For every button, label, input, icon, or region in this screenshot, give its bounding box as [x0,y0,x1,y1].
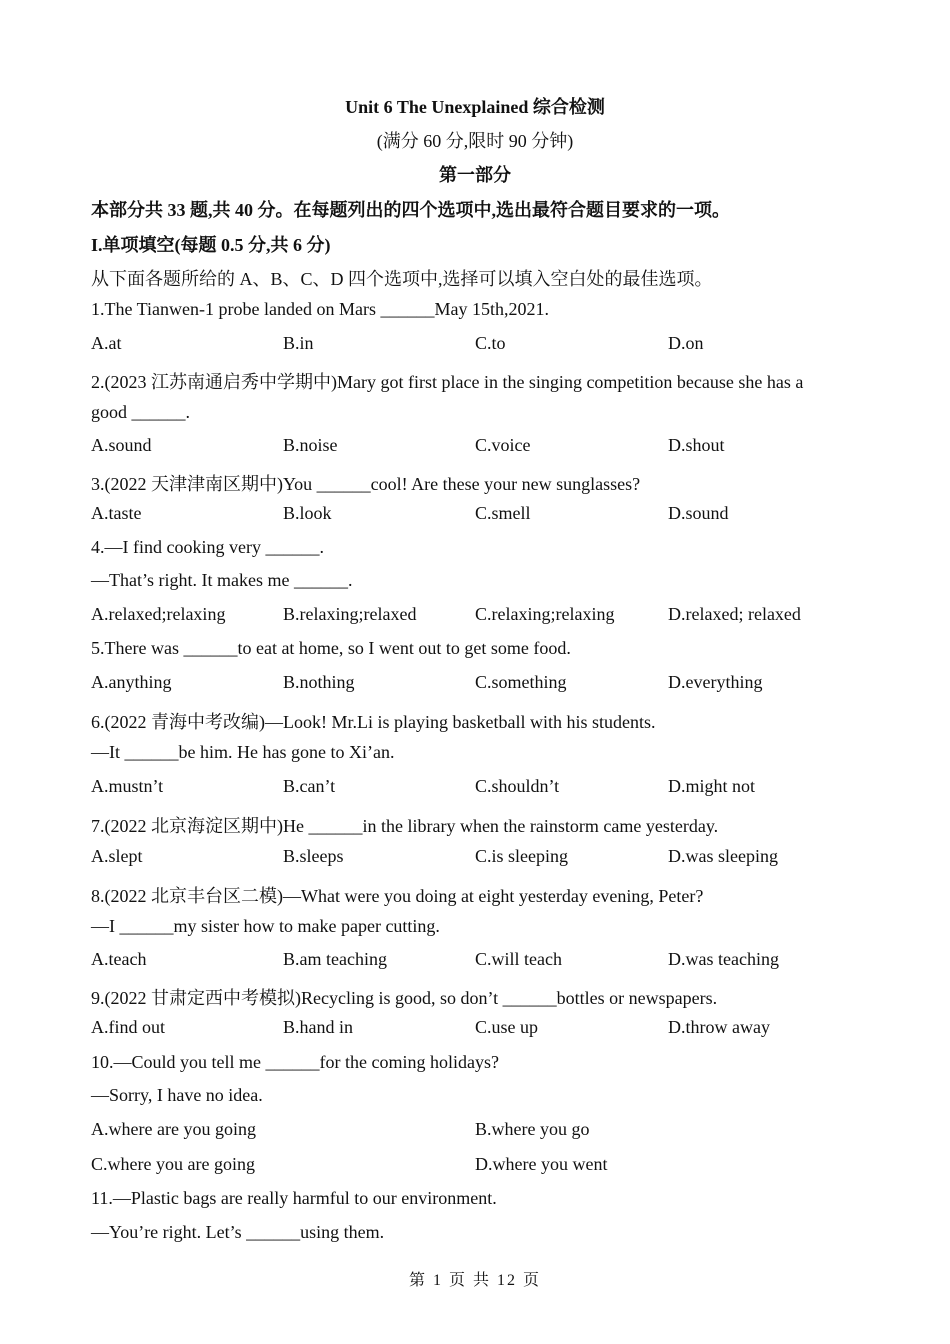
option-b: B.noise [283,435,338,455]
option-b: B.hand in [283,1017,353,1037]
option-a: A.at [91,333,122,353]
question-5-stem: 5.There was ______to eat at home, so I went out to get some food. [91,638,571,658]
question-3-stem: 3.(2022 天津津南区期中)You ______cool! Are these your new sunglasses? [91,474,641,494]
option-b: B.can’t [283,776,336,796]
question-6-stem-cont: —It ______be him. He has gone to Xi’an. [91,742,395,762]
page-number-footer: 第 1 页 共 12 页 [408,1272,541,1289]
option-d: D.throw away [668,1017,770,1037]
option-c: C.is sleeping [475,846,568,866]
option-d: D.was teaching [668,949,779,969]
option-b: B.relaxing;relaxed [283,604,417,624]
question-4-stem: 4.—I find cooking very ______. [91,537,324,557]
question-1-options [91,333,861,357]
option-a: A.sound [91,435,152,455]
question-4-stem-cont: —That’s right. It makes me ______. [91,570,353,590]
section-direction: 从下面各题所给的 A、B、C、D 四个选项中,选择可以填入空白处的最佳选项。 [91,269,713,289]
option-d: D.where you went [475,1154,608,1174]
question-10-stem-cont: —Sorry, I have no idea. [91,1085,263,1105]
question-8-stem-cont: —I ______my sister how to make paper cutting. [91,916,440,936]
option-d: D.on [668,333,704,353]
option-c: C.smell [475,503,531,523]
option-b: B.where you go [475,1119,590,1139]
option-c: C.voice [475,435,531,455]
option-a: A.mustn’t [91,776,164,796]
exam-title: Unit 6 The Unexplained 综合检测 [345,97,605,117]
option-c: C.will teach [475,949,562,969]
question-2-stem: 2.(2023 江苏南通启秀中学期中)Mary got first place in the singing competition because she has a [91,372,804,392]
question-9-options [91,1017,861,1041]
section-heading: I.单项填空(每题 0.5 分,共 6 分) [91,235,331,255]
question-7-options [91,846,861,870]
option-a: A.relaxed;relaxing [91,604,226,624]
question-6-stem: 6.(2022 青海中考改编)—Look! Mr.Li is playing basketball with his students. [91,712,656,732]
question-1-stem: 1.The Tianwen-1 probe landed on Mars ______May 15th,2021. [91,299,549,319]
question-9-stem: 9.(2022 甘肃定西中考模拟)Recycling is good, so don’t ______bottles or newspapers. [91,988,718,1008]
question-2-stem-cont: good ______. [91,402,190,422]
option-c: C.shouldn’t [475,776,560,796]
option-b: B.am teaching [283,949,387,969]
question-11-stem-cont: —You’re right. Let’s ______using them. [91,1222,385,1242]
exam-subtitle: (满分 60 分,限时 90 分钟) [376,131,574,151]
question-5-options [91,672,861,696]
question-10-options-row-1 [91,1119,861,1143]
option-a: A.taste [91,503,142,523]
option-c: C.to [475,333,506,353]
part-instructions: 本部分共 33 题,共 40 分。在每题列出的四个选项中,选出最符合题目要求的一项。 [91,200,730,220]
question-6-options [91,776,861,800]
question-8-options [91,949,861,973]
question-10-options-row-2 [91,1154,861,1178]
question-3-options [91,503,861,527]
option-b: B.look [283,503,332,523]
option-d: D.was sleeping [668,846,778,866]
option-d: D.relaxed; relaxed [668,604,801,624]
option-c: C.use up [475,1017,538,1037]
question-11-stem: 11.—Plastic bags are really harmful to our environment. [91,1188,497,1208]
option-a: A.find out [91,1017,165,1037]
option-c: C.relaxing;relaxing [475,604,615,624]
option-b: B.nothing [283,672,355,692]
option-a: A.teach [91,949,147,969]
option-c: C.where you are going [91,1154,255,1174]
question-8-stem: 8.(2022 北京丰台区二模)—What were you doing at eight yesterday evening, Peter? [91,886,704,906]
option-b: B.sleeps [283,846,344,866]
option-a: A.slept [91,846,143,866]
question-10-stem: 10.—Could you tell me ______for the coming holidays? [91,1052,499,1072]
question-2-options [91,435,861,459]
option-d: D.shout [668,435,725,455]
option-d: D.everything [668,672,763,692]
option-c: C.something [475,672,567,692]
option-a: A.where are you going [91,1119,256,1139]
question-7-stem: 7.(2022 北京海淀区期中)He ______in the library when the rainstorm came yesterday. [91,816,719,836]
option-b: B.in [283,333,314,353]
option-a: A.anything [91,672,172,692]
question-4-options [91,604,861,628]
option-d: D.might not [668,776,756,796]
option-d: D.sound [668,503,729,523]
part-heading: 第一部分 [439,165,511,185]
